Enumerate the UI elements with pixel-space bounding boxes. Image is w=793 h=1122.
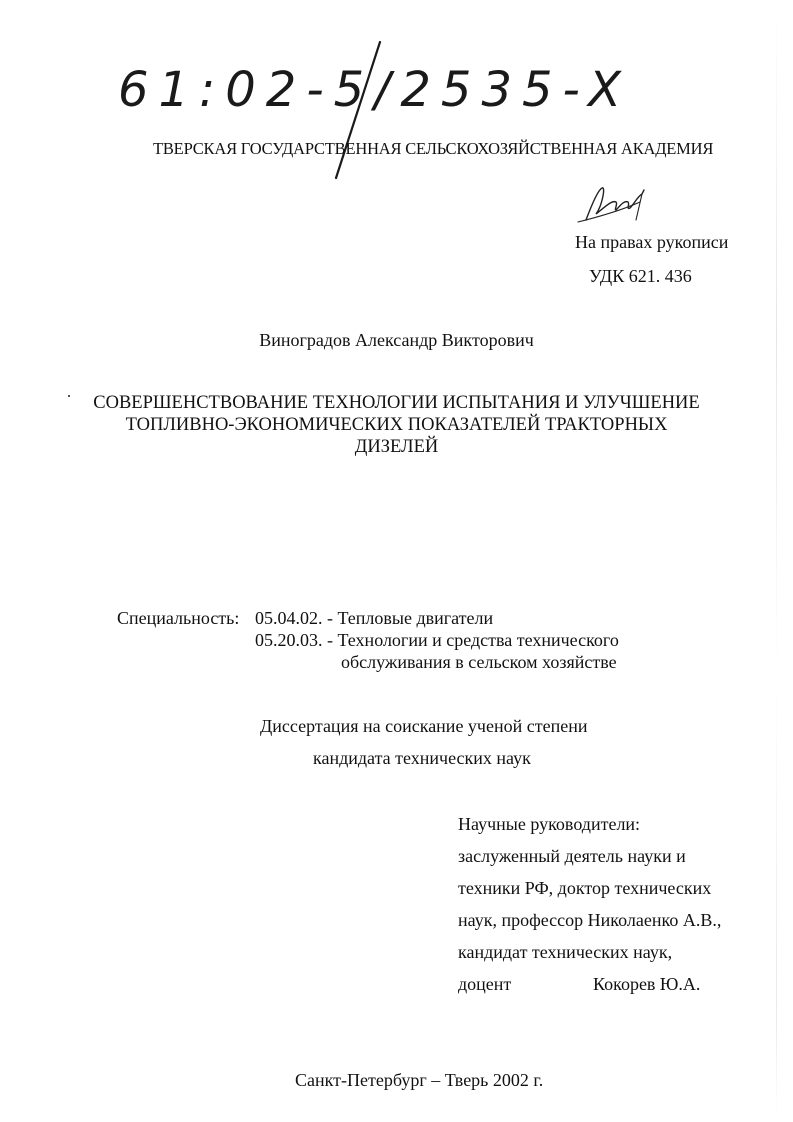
udc-code: УДК 621. 436 <box>589 266 692 286</box>
signature-icon <box>572 180 662 230</box>
scan-edge <box>776 0 777 1122</box>
supervisor-name: Кокорев Ю.А. <box>593 974 701 994</box>
author-name: Виноградов Александр Викторович <box>259 330 534 350</box>
supervisor-line-2: техники РФ, доктор технических <box>458 878 712 898</box>
specialty-line-3: обслуживания в сельском хозяйстве <box>341 652 617 672</box>
manuscript-note: На правах рукописи <box>575 232 729 252</box>
thesis-title-line-1: СОВЕРШЕНСТВОВАНИЕ ТЕХНОЛОГИИ ИСПЫТАНИЯ И УЛУЧШЕНИЕ <box>93 393 700 413</box>
archive-number: 61:02-5/2535-X <box>118 62 632 118</box>
place-year: Санкт-Петербург – Тверь 2002 г. <box>295 1070 544 1090</box>
thesis-title-line-2: ТОПЛИВНО-ЭКОНОМИЧЕСКИХ ПОКАЗАТЕЛЕЙ ТРАКТОРНЫХ <box>125 415 668 435</box>
thesis-title-line-3: ДИЗЕЛЕЙ <box>354 437 439 457</box>
institution-name: ТВЕРСКАЯ ГОСУДАРСТВЕННАЯ СЕЛЬСКОХОЗЯЙСТВЕННАЯ АКАДЕМИЯ <box>153 139 714 158</box>
specialty-label: Специальность: <box>117 608 240 628</box>
supervisor-line-1: заслуженный деятель науки и <box>458 846 686 866</box>
specialty-line-2: 05.20.03. - Технологии и средства технического <box>255 630 619 650</box>
specialty-line-1: 05.04.02. - Тепловые двигатели <box>255 608 494 628</box>
dissertation-line-1: Диссертация на соискание ученой степени <box>260 716 588 736</box>
dissertation-line-2: кандидата технических наук <box>313 748 531 768</box>
supervisor-line-4: кандидат технических наук, <box>458 942 673 962</box>
supervisor-line-3: наук, профессор Николаенко А.В., <box>458 910 722 930</box>
supervisors-heading: Научные руководители: <box>458 814 641 834</box>
supervisor-role: доцент <box>458 974 512 994</box>
